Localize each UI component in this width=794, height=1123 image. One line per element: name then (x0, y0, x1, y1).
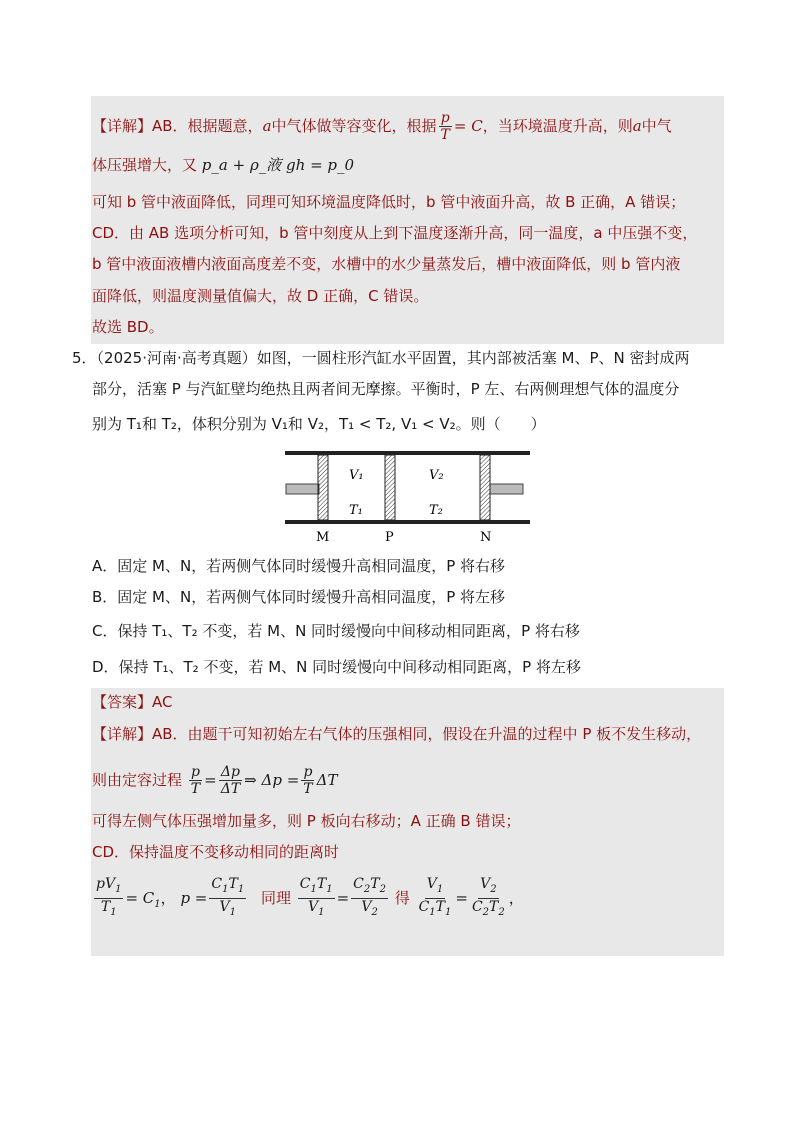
option-b: B．固定 M、N，若两侧气体同时缓慢升高相同温度，P 将左移 (92, 588, 506, 606)
question-line1: 5．（2025·河南·高考真题）如图，一圆柱形汽缸水平固置，其内部被活塞 M、P、N 密封成两 (72, 349, 690, 367)
cylinder-diagram (283, 449, 543, 544)
box1-line4: CD．由 AB 选项分析可知，b 管中刻度从上到下温度逐渐升高，同一温度，a 中压强不变， (92, 224, 698, 242)
box1-line7: 故选 BD。 (92, 318, 164, 336)
box1-line2: 体压强增大，又 p_a + ρ_液 gh = p_0 (92, 156, 355, 174)
option-c: C．保持 T₁、T₂ 不变，若 M、N 同时缓慢向中间移动相同距离，P 将右移 (92, 622, 580, 640)
label-t2: T₂ (429, 503, 443, 518)
box1-line3: 可知 b 管中液面降低，同理可知环境温度降低时，b 管中液面升高，故 B 正确，A 错误； (92, 193, 686, 211)
question-line3: 别为 T₁和 T₂，体积分别为 V₁和 V₂，T₁ < T₂, V₁ < V₂。则（ ） (92, 415, 546, 433)
rod-n (490, 484, 523, 494)
label-t1: T₁ (349, 503, 363, 518)
box1-line1: 【详解】AB．根据题意，a中气体做等容变化，根据 $\frac{p}{T}$ = C，当环境温度升高，则a中气 (92, 110, 672, 143)
detail-line5: $\frac{pV_1}{T_1}$ = $C_1$， p = $\frac{C_1T_1}{V_1}$ 同理 $\frac{C_1T_1}{V_1}$ = $\frac{C_2T_2}{V_2}$ 得 $\frac{V_1}{C_1T_1}$ = $\frac{V_2}{C_2T_2}$ ， (96, 876, 524, 918)
question-line2: 部分，活塞 P 与汽缸壁均绝热且两者间无摩擦。平衡时，P 左、右两侧理想气体的温度分 (92, 380, 680, 398)
pressure-balance-formula: p_a + ρ_液 gh = p_0 (201, 156, 355, 174)
label-v2: V₂ (429, 468, 444, 483)
piston-n (480, 455, 490, 520)
detail-line1: 【详解】AB．由题干可知初始左右气体的压强相同，假设在升温的过程中 P 板不发生移动， (92, 725, 702, 743)
question-number: 5． (72, 349, 97, 367)
piston-p (385, 455, 395, 520)
option-d: D．保持 T₁、T₂ 不变，若 M、N 同时缓慢向中间移动相同距离，P 将左移 (92, 658, 581, 676)
detail-line3: 可得左侧气体压强增加量多，则 P 板向右移动；A 正确 B 错误； (92, 812, 521, 830)
box1-line5: b 管中液面液槽内液面高度差不变，水槽中的水少量蒸发后，槽中液面降低，则 b 管内液 (92, 255, 681, 273)
detail-line4: CD．保持温度不变移动相同的距离时 (92, 843, 340, 861)
piston-m (318, 455, 328, 520)
box1-line6: 面降低，则温度测量值偏大，故 D 正确，C 错误。 (92, 287, 429, 305)
p-over-t-fraction: $\frac{p}{T}$ (440, 110, 450, 143)
label-n: N (480, 530, 492, 544)
cylinder-top-wall (285, 451, 530, 455)
answer-line: 【答案】AC (92, 693, 173, 711)
detail-line2: 则由定容过程 $\frac{p}{T}$ = $\frac{\Delta p}{\Delta T}$ ⇒ Δp = $\frac{p}{T}$ ΔT (92, 764, 338, 797)
label-v1: V₁ (349, 468, 364, 483)
label-m: M (316, 530, 330, 544)
cylinder-bottom-wall (285, 520, 530, 524)
label-p: P (385, 530, 394, 544)
question-source: （2025·河南·高考真题） (96, 349, 257, 367)
rod-m (286, 484, 319, 494)
isochoric-formula: $\frac{p}{T}$ = $\frac{\Delta p}{\Delta T}$ ⇒ Δp = $\frac{p}{T}$ ΔT (190, 764, 338, 797)
option-a: A．固定 M、N，若两侧气体同时缓慢升高相同温度，P 将右移 (92, 557, 506, 575)
